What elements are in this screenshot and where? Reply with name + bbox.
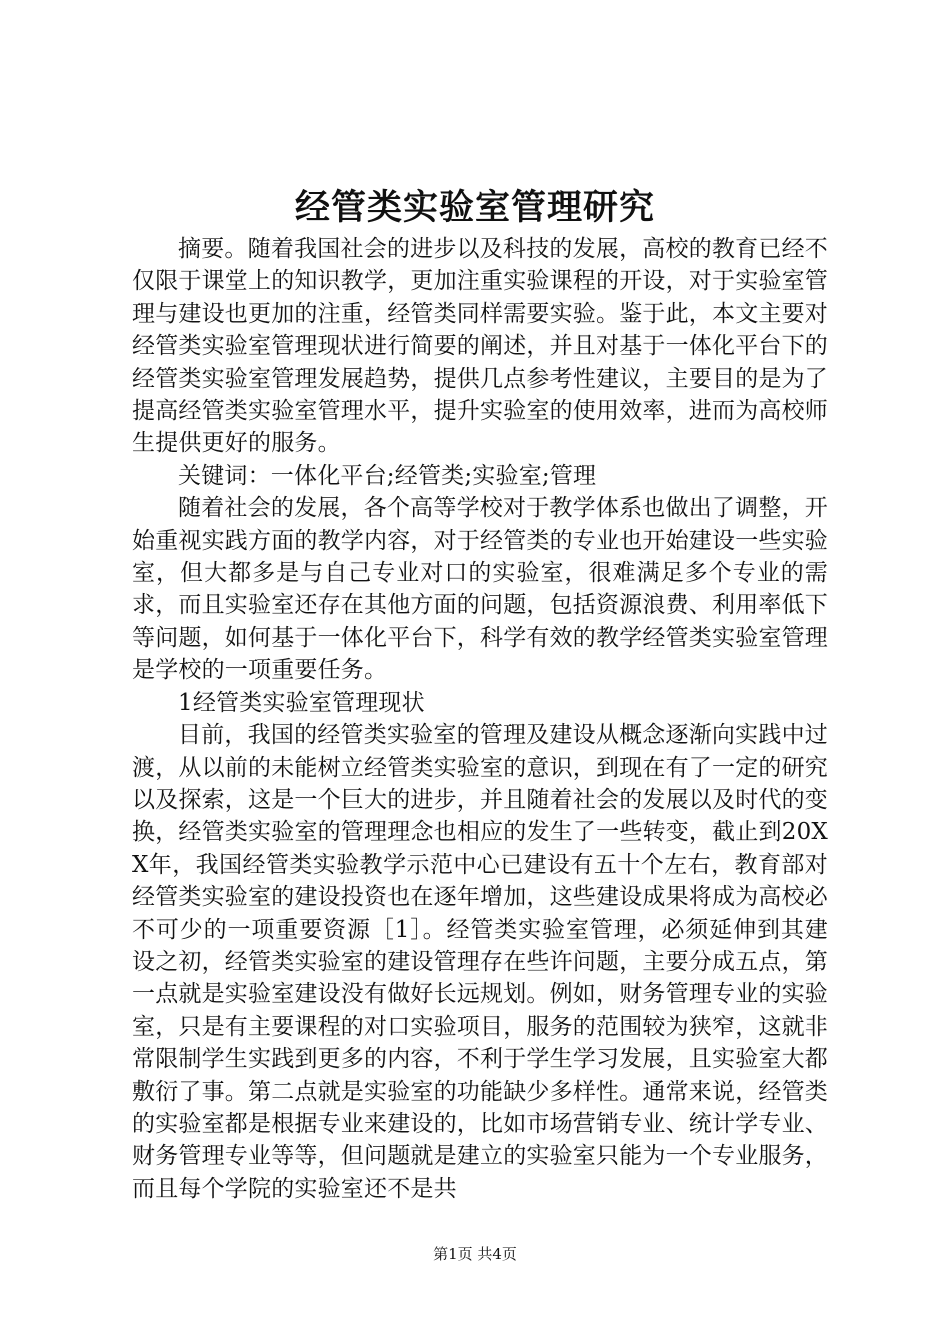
abstract-paragraph: 摘要。随着我国社会的进步以及科技的发展，高校的教育已经不仅限于课堂上的知识教学，更加注重实验课程的开设，对于实验室管理与建设也更加的注重，经管类同样需要实验。鉴于此，本文主要对经管类实验室管理现状进行简要的阐述，并且对基于一体化平台下的经管类实验室管理发展趋势，提供几点参考性建议，主要目的是为了提高经管类实验室管理水平，提升实验室的使用效率，进而为高校师生提供更好的服务。 xyxy=(132,236,828,457)
intro-paragraph: 随着社会的发展，各个高等学校对于教学体系也做出了调整，开始重视实践方面的教学内容，对于经管类的专业也开始建设一些实验室，但大都多是与自己专业对口的实验室，很难满足多个专业的需求，而且实验室还存在其他方面的问题，包括资源浪费、利用率低下等问题，如何基于一体化平台下，科学有效的教学经管类实验室管理是学校的一项重要任务。 xyxy=(132,495,828,684)
section-paragraph: 目前，我国的经管类实验室的管理及建设从概念逐渐向实践中过渡，从以前的未能树立经管类实验室的意识，到现在有了一定的研究以及探索，这是一个巨大的进步，并且随着社会的发展以及时代的变换，经管类实验室的管理理念也相应的发生了一些转变，截止到20XX年，我国经管类实验教学示范中心已建设有五十个左右，教育部对经管类实验室的建设投资也在逐年增加，这些建设成果将成为高校必不可少的一项重要资源［1］。经管类实验室管理，必须延伸到其建设之初，经管类实验室的建设管理存在些许问题，主要分成五点，第一点就是实验室建设没有做好长远规划。例如，财务管理专业的实验室，只是有主要课程的对口实验项目，服务的范围较为狭窄，这就非常限制学生实践到更多的内容，不利于学生学习发展，且实验室大都敷衍了事。第二点就是实验室的功能缺少多样性。通常来说，经管类的实验室都是根据专业来建设的，比如市场营销专业、统计学专业、财务管理专业等等，但问题就是建立的实验室只能为一个专业服务，而且每个学院的实验室还不是共 xyxy=(132,722,828,1202)
section-heading: 1经管类实验室管理现状 xyxy=(178,689,425,716)
document-body xyxy=(132,233,828,1205)
page-number-footer: 第1页 共4页 xyxy=(433,1245,517,1263)
document-title: 经管类实验室管理研究 xyxy=(294,187,655,228)
keywords-line: 关键词：一体化平台;经管类;实验室;管理 xyxy=(178,462,597,489)
